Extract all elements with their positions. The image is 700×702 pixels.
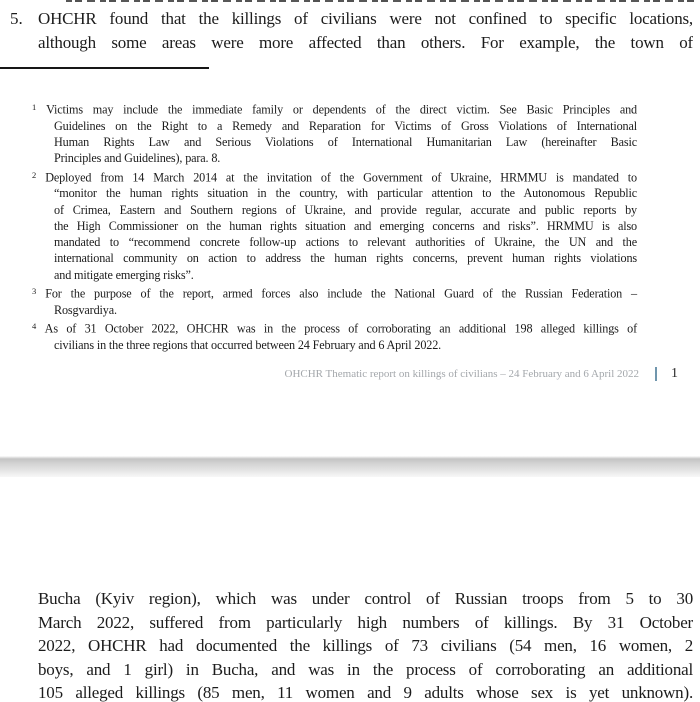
bucha-paragraph-line-1: Bucha (Kyiv region), which was under control of Russian troops from 5 to 30 [38, 589, 693, 608]
bucha-paragraph-line-3: 2022, OHCHR had documented the killings of 73 civilians (54 men, 16 women, 2 [38, 636, 693, 655]
footer-report-title: OHCHR Thematic report on killings of civilians – 24 February and 6 April 2022 [284, 368, 639, 380]
footnote-2-line-3: of Crimea, Eastern and Southern regions of Ukraine, and provide regular, accurate and public reports by [54, 202, 637, 217]
footnote-1-line-2: Guidelines on the Right to a Remedy and Reparation for Victims of Gross Violations of International [54, 118, 637, 133]
paragraph-5-line-1: OHCHR found that the killings of civilians were not confined to specific locations, [38, 9, 693, 28]
page-break-gap [0, 456, 700, 477]
footnote-1-line-4: Principles and Guidelines), para. 8. [54, 151, 221, 166]
footer-divider-bar [655, 367, 657, 381]
footnote-2-line-2: “monitor the human rights situation in the country, with particular attention to the Autonomous Republic [54, 186, 637, 201]
footnote-4-line-2: civilians in the three regions that occurred between 24 February and 6 April 2022. [54, 337, 442, 352]
paragraph-5-line-2: although some areas were more affected than others. For example, the town of [38, 32, 693, 52]
footnote-2-line-5: mandated to “recommend concrete follow-up actions to relevant authorities of Ukraine, the UN and the [54, 235, 637, 249]
footnote-2-line-7: and mitigate emerging risks”. [54, 267, 194, 282]
footnote-1-line-3: Human Rights Law and Serious Violations of International Humanitarian Law (hereinafter Basic [54, 135, 637, 149]
page-footer [285, 367, 679, 381]
paragraph-5-text [38, 7, 693, 54]
clipped-text-top [66, 0, 694, 2]
footnotes-section [32, 99, 637, 353]
footnote-3-marker: 3 [32, 285, 37, 296]
footnote-3-line-1: $^3$ For the purpose of the report, armed forces also include the National Guard of the Russian Federation – [32, 285, 637, 301]
footnote-2-line-1: $^2$ Deployed from 14 March 2014 at the invitation of the Government of Ukraine, HRMMU is mandated to [32, 169, 637, 184]
bucha-paragraph-line-4: boys, and 1 girl) in Bucha, and was in the process of corroborating an additional [38, 659, 693, 679]
paragraph-5 [10, 7, 693, 54]
footer-page-number: 1 [671, 366, 678, 381]
footnote-1-marker: 1 [32, 102, 37, 112]
footnote-2-line-6: international community on action to address the human rights concerns, prevent human rights violations [54, 251, 637, 266]
footnote-2-line-4: the High Commissioner on the human rights situation and emerging concerns and risks”. HRMMU is also [54, 218, 637, 233]
footnote-4-marker: 4 [32, 320, 37, 331]
footnote-3-line-2: Rosgvardiya. [54, 302, 117, 317]
page-2 [0, 477, 700, 702]
bucha-paragraph-line-5: 105 alleged killings (85 men, 11 women and 9 adults whose sex is yet unknown). [38, 683, 693, 702]
footnote-2-marker: 2 [32, 169, 37, 180]
paragraph-number: 5. [10, 9, 23, 28]
footnote-1-line-1: $^1$ Victims may include the immediate family or dependents of the direct victim. See Basic Principles and [32, 102, 637, 117]
footnote-4-line-1: $^4$ As of 31 October 2022, OHCHR was in the process of corroborating an additional 198 alleged killings of [32, 320, 637, 336]
bucha-paragraph [38, 587, 693, 702]
bucha-paragraph-line-2: March 2022, suffered from particularly high numbers of killings. By 31 October [38, 612, 693, 632]
footnote-separator [0, 67, 209, 69]
